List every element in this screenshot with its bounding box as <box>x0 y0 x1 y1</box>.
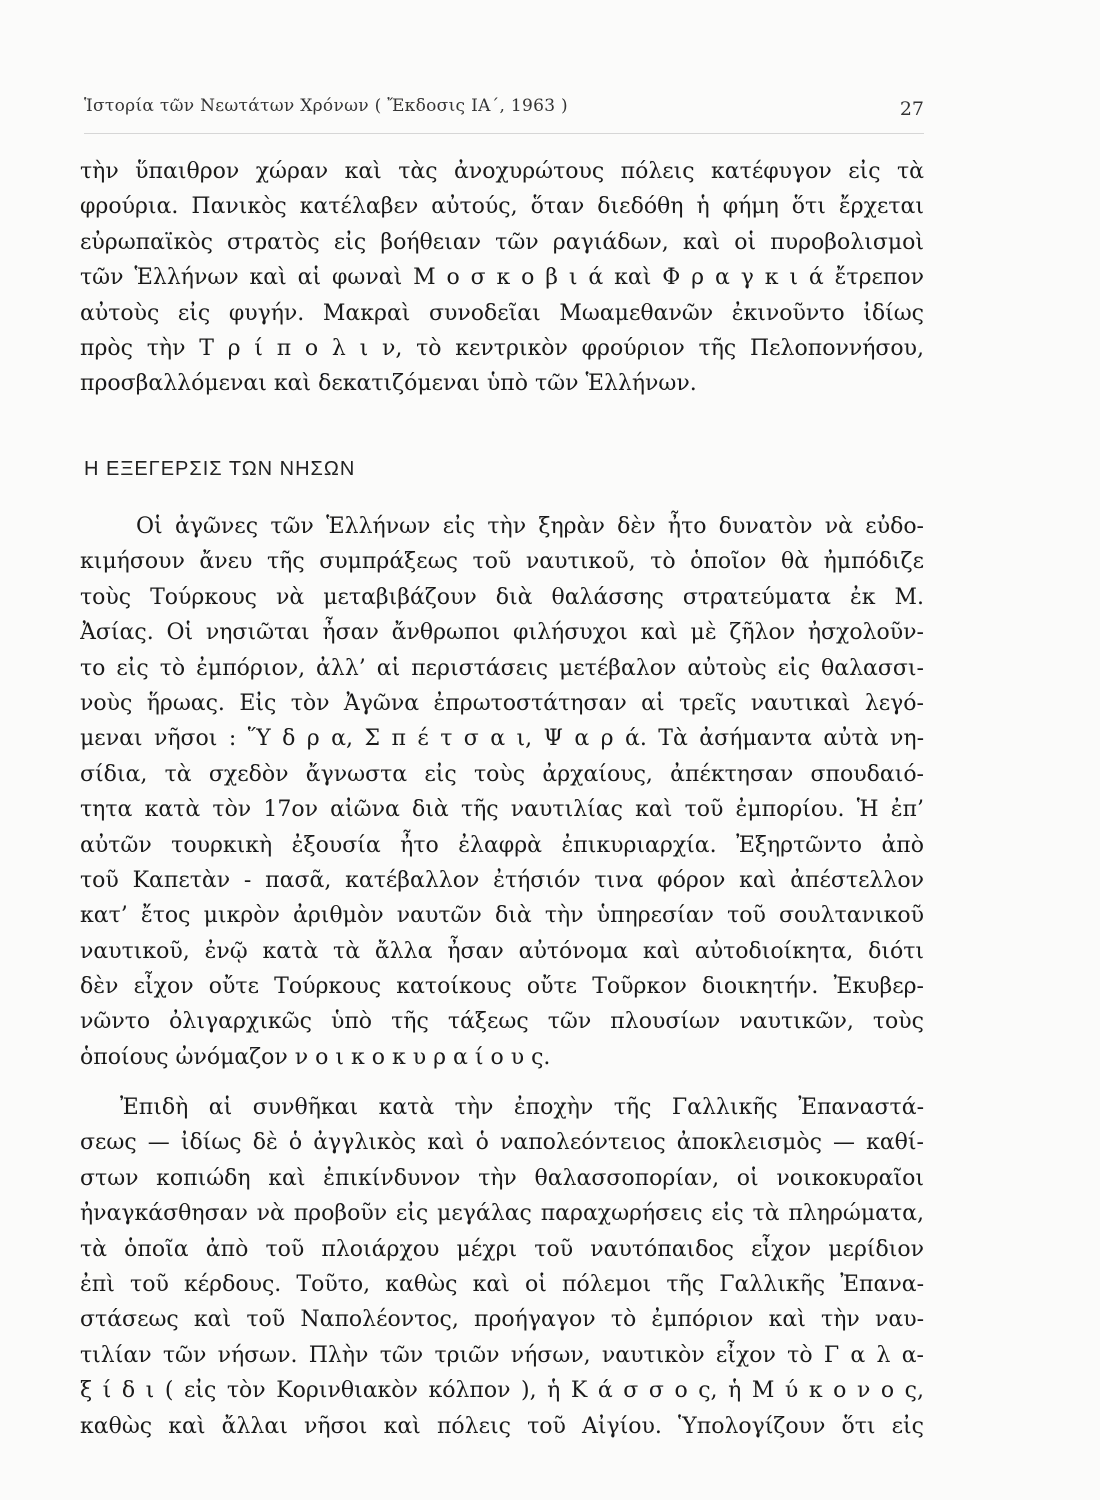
text-line: Ἐπιδὴ αἱ συνθῆκαι κατὰ τὴν ἐποχὴν τῆς Γαλλικῆς Ἐπαναστά- <box>120 1095 924 1120</box>
running-header <box>84 96 924 128</box>
text-line: τῶν Ἑλλήνων καὶ αἱ φωναὶ Μ ο σ κ ο β ι ά καὶ Φ ρ α γ κ ι ά ἔτρεπον <box>80 265 924 291</box>
page-number: 27 <box>899 98 924 120</box>
text-line: σεως — ἰδίως δὲ ὁ ἀγγλικὸς καὶ ὁ ναπολεόντειος ἀποκλεισμὸς — καθί- <box>80 1130 924 1156</box>
text-line: καθὼς καὶ ἄλλαι νῆσοι καὶ πόλεις τοῦ Αἰγίου. Ὑπολογίζουν ὅτι εἰς <box>80 1413 924 1439</box>
text-line: πρὸς τὴν Τ ρ ί π ο λ ι ν, τὸ κεντρικὸν φρούριον τῆς Πελοποννήσου, <box>80 335 924 361</box>
text-line: φρούρια. Πανικὸς κατέλαβεν αὐτούς, ὅταν διεδόθη ἡ φήμη ὅτι ἔρχεται <box>80 194 924 220</box>
text-line: στάσεως καὶ τοῦ Ναπολέοντος, προήγαγον τὸ ἐμπόριον καὶ τὴν ναυ- <box>80 1307 924 1333</box>
text-line: τητα κατὰ τὸν 17ον αἰῶνα διὰ τῆς ναυτιλίας καὶ τοῦ ἐμπορίου. Ἡ ἐπ’ <box>80 797 924 823</box>
text-line: ἐπὶ τοῦ κέρδους. Τοῦτο, καθὼς καὶ οἱ πόλεμοι τῆς Γαλλικῆς Ἐπανα- <box>80 1271 924 1297</box>
text-line: τιλίαν τῶν νήσων. Πλὴν τῶν τριῶν νήσων, ναυτικὸν εἶχον τὸ Γ α λ α- <box>80 1342 924 1368</box>
text-line: σίδια, τὰ σχεδὸν ἄγνωστα εἰς τοὺς ἀρχαίους, ἀπέκτησαν σπουδαιό- <box>80 761 924 787</box>
text-line: ὁποίους ὠνόμαζον ν ο ι κ ο κ υ ρ α ί ο υ ς. <box>80 1044 551 1070</box>
text-line: τὴν ὕπαιθρον χώραν καὶ τὰς ἀνοχυρώτους πόλεις κατέφυγον εἰς τὰ <box>80 159 924 184</box>
header-divider <box>84 133 924 134</box>
header-title: Ἱστορία τῶν Νεωτάτων Χρόνων ( Ἔκδοσις ΙΑ΄, 1963 ) <box>84 96 568 116</box>
section-heading: Η ΕΞΕΓΕΡΣΙΣ ΤΩΝ ΝΗΣΩΝ <box>84 458 356 480</box>
text-line: αὐτῶν τουρκικὴ ἐξουσία ἦτο ἐλαφρὰ ἐπικυριαρχία. Ἐξηρτῶντο ἀπὸ <box>80 832 924 858</box>
text-line: δὲν εἶχον οὔτε Τούρκους κατοίκους οὔτε Τοῦρκον διοικητήν. Ἐκυβερ- <box>80 974 924 1000</box>
text-line: προσβαλλόμεναι καὶ δεκατιζόμεναι ὑπὸ τῶν Ἑλλήνων. <box>80 371 697 397</box>
text-line: στων κοπιώδη καὶ ἐπικίνδυνον τὴν θαλασσοπορίαν, οἱ νοικοκυραῖοι <box>80 1165 924 1191</box>
text-line: ξ ί δ ι ( εἰς τὸν Κορινθιακὸν κόλπον ), ἡ Κ ά σ σ ο ς, ἡ Μ ύ κ ο ν ο ς, <box>80 1378 924 1404</box>
text-line: τοῦ Καπετὰν - πασᾶ, κατέβαλλον ἐτήσιόν τινα φόρον καὶ ἀπέστελλον <box>80 867 924 893</box>
text-line: μεναι νῆσοι : Ὕ δ ρ α, Σ π έ τ σ α ι, Ψ α ρ ά. Τὰ ἀσήμαντα αὐτὰ νη- <box>80 726 924 752</box>
text-line: αὐτοὺς εἰς φυγήν. Μακραὶ συνοδεῖαι Μωαμεθανῶν ἐκινοῦντο ἰδίως <box>80 300 924 326</box>
text-line: Οἱ ἀγῶνες τῶν Ἑλλήνων εἰς τὴν ξηρὰν δὲν ἦτο δυνατὸν νὰ εὐδο- <box>136 514 924 539</box>
text-line: τοὺς Τούρκους νὰ μεταβιβάζουν διὰ θαλάσσης στρατεύματα ἐκ Μ. <box>80 584 924 610</box>
text-line: κιμήσουν ἄνευ τῆς συμπράξεως τοῦ ναυτικοῦ, τὸ ὁποῖον θὰ ἠμπόδιζε <box>80 549 924 575</box>
text-line: το εἰς τὸ ἐμπόριον, ἀλλ’ αἱ περιστάσεις μετέβαλον αὐτοὺς εἰς θαλασσι- <box>80 655 924 681</box>
text-line: νῶντο ὀλιγαρχικῶς ὑπὸ τῆς τάξεως τῶν πλουσίων ναυτικῶν, τοὺς <box>80 1009 924 1035</box>
paragraph-2 <box>80 509 924 1075</box>
paragraph-3 <box>80 1090 924 1444</box>
paragraph-1 <box>80 154 924 402</box>
text-line: τὰ ὁποῖα ἀπὸ τοῦ πλοιάρχου μέχρι τοῦ ναυτόπαιδος εἶχον μερίδιον <box>80 1236 924 1262</box>
text-line: ναυτικοῦ, ἐνῷ κατὰ τὰ ἄλλα ἦσαν αὐτόνομα καὶ αὐτοδιοίκητα, διότι <box>80 938 924 964</box>
text-line: ἠναγκάσθησαν νὰ προβοῦν εἰς μεγάλας παραχωρήσεις εἰς τὰ πληρώματα, <box>80 1201 924 1227</box>
text-line: εὐρωπαϊκὸς στρατὸς εἰς βοήθειαν τῶν ραγιάδων, καὶ οἱ πυροβολισμοὶ <box>80 229 924 255</box>
text-line: Ἀσίας. Οἱ νησιῶται ἦσαν ἄνθρωποι φιλήσυχοι καὶ μὲ ζῆλον ἠσχολοῦν- <box>80 620 924 646</box>
text-line: νοὺς ἥρωας. Εἰς τὸν Ἀγῶνα ἐπρωτοστάτησαν αἱ τρεῖς ναυτικαὶ λεγό- <box>80 690 924 716</box>
text-line: κατ’ ἔτος μικρὸν ἀριθμὸν ναυτῶν διὰ τὴν ὑπηρεσίαν τοῦ σουλτανικοῦ <box>80 903 924 929</box>
